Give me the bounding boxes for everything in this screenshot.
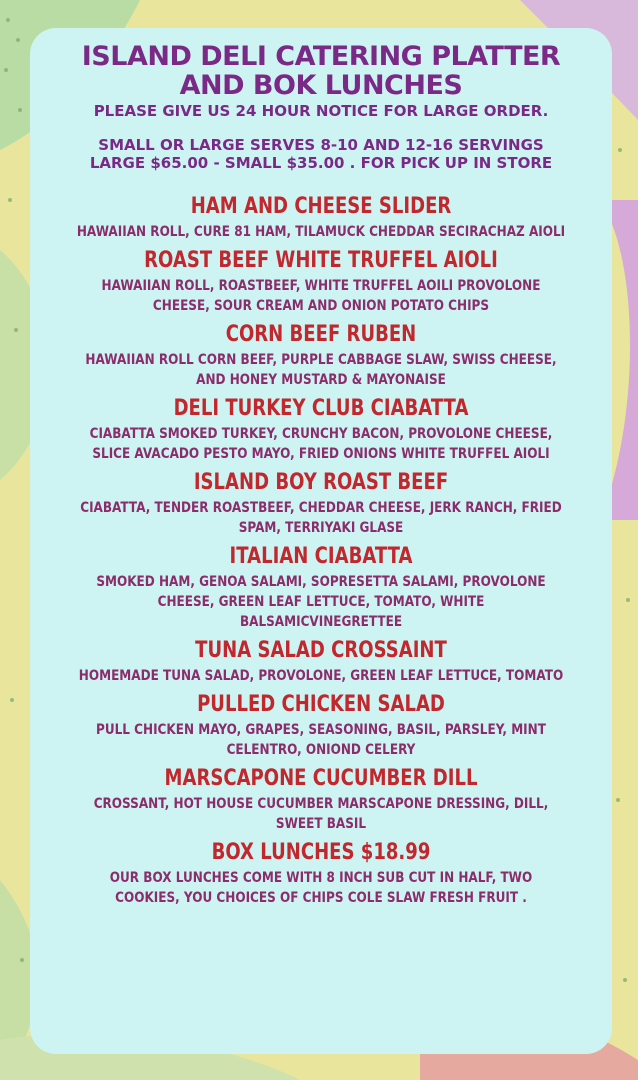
- menu-item-description: SMOKED HAM, GENOA SALAMI, SOPRESETTA SALAMI, PROVOLONE CHEESE, GREEN LEAF LETTUCE, TOMATO, WHITE BALSAMICVINEGRETTEE: [96, 574, 546, 630]
- menu-item-description: HAWAIIAN ROLL, CURE 81 HAM, TILAMUCK CHEDDAR SECIRACHAZ AIOLI: [76, 224, 566, 240]
- menu-item: [42, 194, 600, 242]
- menu-card: [30, 28, 612, 1054]
- menu-item-name: HAM AND CHEESE SLIDER: [190, 194, 452, 219]
- menu-item-name: ITALIAN CIABATTA: [229, 544, 413, 569]
- menu-item: [42, 396, 600, 464]
- menu-item: [42, 248, 600, 316]
- menu-item-name: MARSCAPONE CUCUMBER DILL: [164, 766, 478, 791]
- menu-title-line-2: AND BOK LUNCHES: [179, 70, 463, 101]
- menu-item: [42, 638, 600, 686]
- menu-item-description: CIABATTA SMOKED TURKEY, CRUNCHY BACON, PROVOLONE CHEESE, SLICE AVACADO PESTO MAYO, FRIED ONIONS WHITE TRUFFEL AIOLI: [89, 426, 553, 462]
- menu-item-name: TUNA SALAD CROSSAINT: [195, 638, 447, 663]
- menu-item-name: PULLED CHICKEN SALAD: [197, 692, 445, 717]
- menu-item-name: DELI TURKEY CLUB CIABATTA: [173, 396, 469, 421]
- menu-item-description: OUR BOX LUNCHES COME WITH 8 INCH SUB CUT IN HALF, TWO COOKIES, YOU CHOICES OF CHIPS COLE SLAW FRESH FRUIT .: [109, 870, 533, 906]
- notice-text: PLEASE GIVE US 24 HOUR NOTICE FOR LARGE ORDER.: [93, 102, 549, 120]
- menu-item-name: ROAST BEEF WHITE TRUFFEL AIOLI: [144, 248, 498, 273]
- menu-item: [42, 766, 600, 834]
- menu-item-description: HAWAIIAN ROLL CORN BEEF, PURPLE CABBAGE SLAW, SWISS CHEESE, AND HONEY MUSTARD & MAYONAISE: [85, 352, 557, 388]
- menu-item-name: ISLAND BOY ROAST BEEF: [193, 470, 449, 495]
- menu-item: [42, 544, 600, 632]
- menu-items: [42, 194, 600, 908]
- menu-item-name: BOX LUNCHES $18.99: [211, 840, 431, 865]
- menu-title-line-1: ISLAND DELI CATERING PLATTER: [81, 41, 561, 72]
- pricing-text: LARGE $65.00 - SMALL $35.00 . FOR PICK UP IN STORE: [89, 154, 553, 172]
- menu-item-description: CIABATTA, TENDER ROASTBEEF, CHEDDAR CHEESE, JERK RANCH, FRIED SPAM, TERRIYAKI GLASE: [80, 500, 562, 536]
- menu-item: [42, 322, 600, 390]
- menu-item: [42, 470, 600, 538]
- menu-item-description: HOMEMADE TUNA SALAD, PROVOLONE, GREEN LEAF LETTUCE, TOMATO: [78, 668, 564, 684]
- menu-item: [42, 840, 600, 908]
- menu-item: [42, 692, 600, 760]
- menu-item-description: PULL CHICKEN MAYO, GRAPES, SEASONING, BASIL, PARSLEY, MINT CELENTRO, ONIOND CELERY: [96, 722, 546, 758]
- menu-item-description: HAWAIIAN ROLL, ROASTBEEF, WHITE TRUFFEL AOILI PROVOLONE CHEESE, SOUR CREAM AND ONION POTATO CHIPS: [101, 278, 541, 314]
- servings-text: SMALL OR LARGE SERVES 8-10 AND 12-16 SERVINGS: [98, 136, 544, 154]
- menu-item-description: CROSSANT, HOT HOUSE CUCUMBER MARSCAPONE DRESSING, DILL, SWEET BASIL: [93, 796, 549, 832]
- menu-item-name: CORN BEEF RUBEN: [225, 322, 417, 347]
